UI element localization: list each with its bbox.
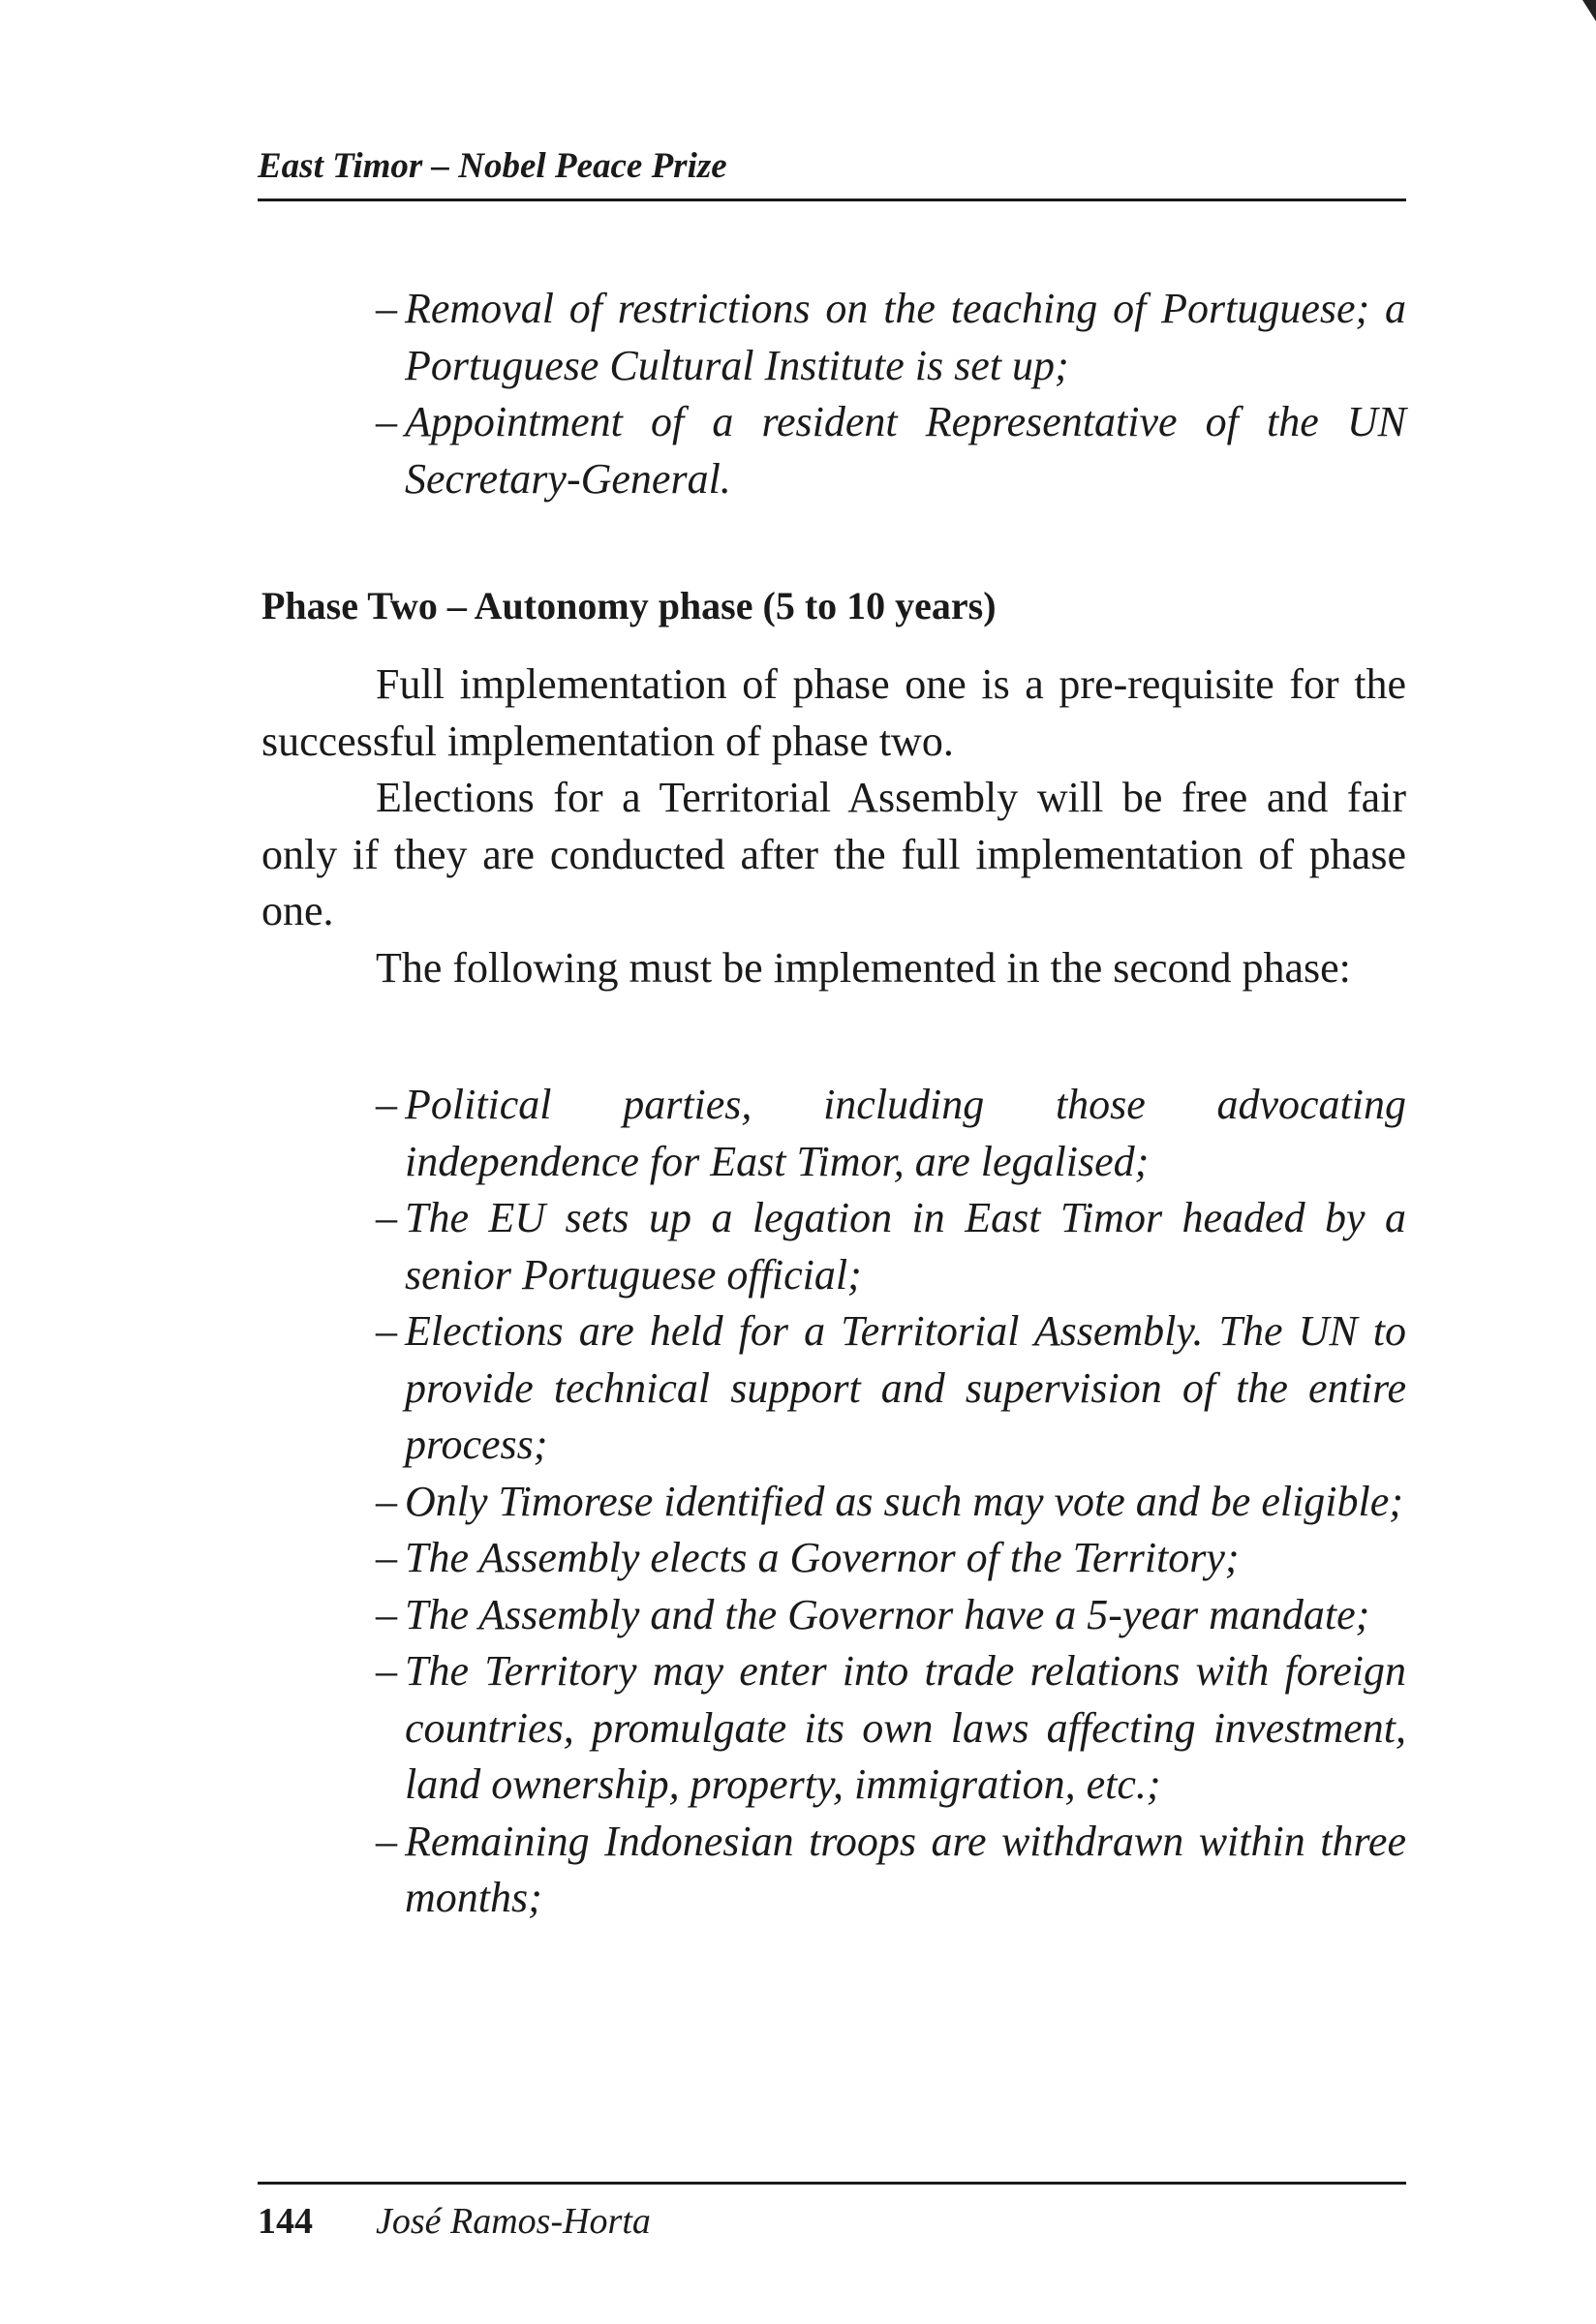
phase-two-bullet-list [376, 1077, 1406, 1927]
list-item: – The Assembly elects a Governor of the Territory; [376, 1530, 1406, 1587]
top-bullet-list [376, 281, 1406, 507]
paragraph: Full implementation of phase one is a pre-requisite for the successful implementation of phase two. [261, 660, 1406, 765]
list-item: – Elections are held for a Territorial Assembly. The UN to provide technical support and supervision of the entire process; [376, 1303, 1406, 1474]
page-footer [258, 2198, 651, 2245]
list-item: – Political parties, including those advocating independence for East Timor, are legalised; [376, 1077, 1406, 1190]
footer-rule [258, 2182, 1406, 2185]
list-item: – The EU sets up a legation in East Timor headed by a senior Portuguese official; [376, 1190, 1406, 1303]
list-item: – The Assembly and the Governor have a 5-year mandate; [376, 1587, 1406, 1644]
list-item: – Remaining Indonesian troops are withdrawn within three months; [376, 1814, 1406, 1927]
section-body [261, 657, 1406, 996]
paragraph: The following must be implemented in the second phase: [376, 943, 1351, 992]
section-heading: Phase Two – Autonomy phase (5 to 10 years) [261, 584, 997, 627]
list-item: – Removal of restrictions on the teaching of Portuguese; a Portuguese Cultural Institute is set up; [376, 281, 1406, 394]
page-number: 144 [258, 2201, 313, 2242]
scan-corner-mark [1582, 0, 1596, 21]
list-item: – The Territory may enter into trade relations with foreign countries, promulgate its own laws affecting investment, land ownership, property, immigration, etc.; [376, 1643, 1406, 1814]
list-item: – Only Timorese identified as such may vote and be eligible; [376, 1474, 1406, 1531]
running-header: East Timor – Nobel Peace Prize [258, 146, 727, 186]
list-item: – Appointment of a resident Representative of the UN Secretary-General. [376, 394, 1406, 507]
header-rule [258, 199, 1406, 201]
paragraph: Elections for a Territorial Assembly will be free and fair only if they are conducted after the full implementation of phase one. [261, 774, 1406, 934]
author-name: José Ramos-Horta [376, 2201, 651, 2242]
